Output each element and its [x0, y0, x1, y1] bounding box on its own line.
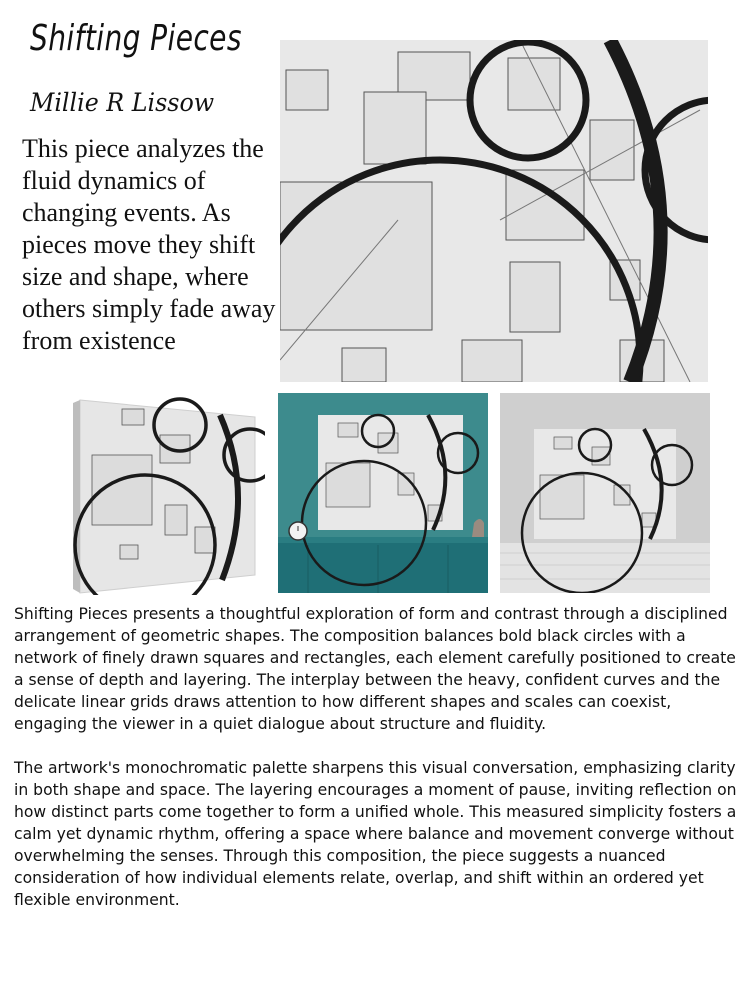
artwork-title: Shifting Pieces — [30, 18, 242, 59]
artwork-main-image — [280, 40, 708, 382]
artist-statement: This piece analyzes the fluid dynamics of changing events. As pieces move they shift size and shape, where others simply fade away from existence — [22, 134, 276, 355]
artwork-description — [14, 603, 740, 911]
description-paragraph-2: The artwork's monochromatic palette sharpens this visual conversation, emphasizing clarity in both shape and space. The layering encourages a moment of pause, inviting reflection on how distinct parts come together to form a unified whole. This measured simplicity fosters a calm yet dynamic rhythm, offering a space where balance and movement converge without overwhelming the senses. Through this composition, the piece suggests a nuanced consideration of how individual elements relate, overlap, and shift within an ordered yet flexible environment. — [14, 759, 737, 909]
artist-name: Millie R Lissow — [30, 88, 215, 117]
description-paragraph-1: Shifting Pieces presents a thoughtful exploration of form and contrast through a disciplined arrangement of geometric shapes. The composition balances bold black circles with a network of finely drawn squares and rectangles, each element carefully positioned to create a sense of depth and layering. The interplay between the heavy, confident curves and the delicate linear grids draws attention to how different shapes and scales can coexist, engaging the viewer in a quiet dialogue about structure and fluidity. — [14, 605, 736, 733]
teal-wall-room-mockup — [278, 393, 488, 593]
gray-room-mockup — [500, 393, 710, 593]
canvas-angled-mockup — [70, 395, 265, 595]
